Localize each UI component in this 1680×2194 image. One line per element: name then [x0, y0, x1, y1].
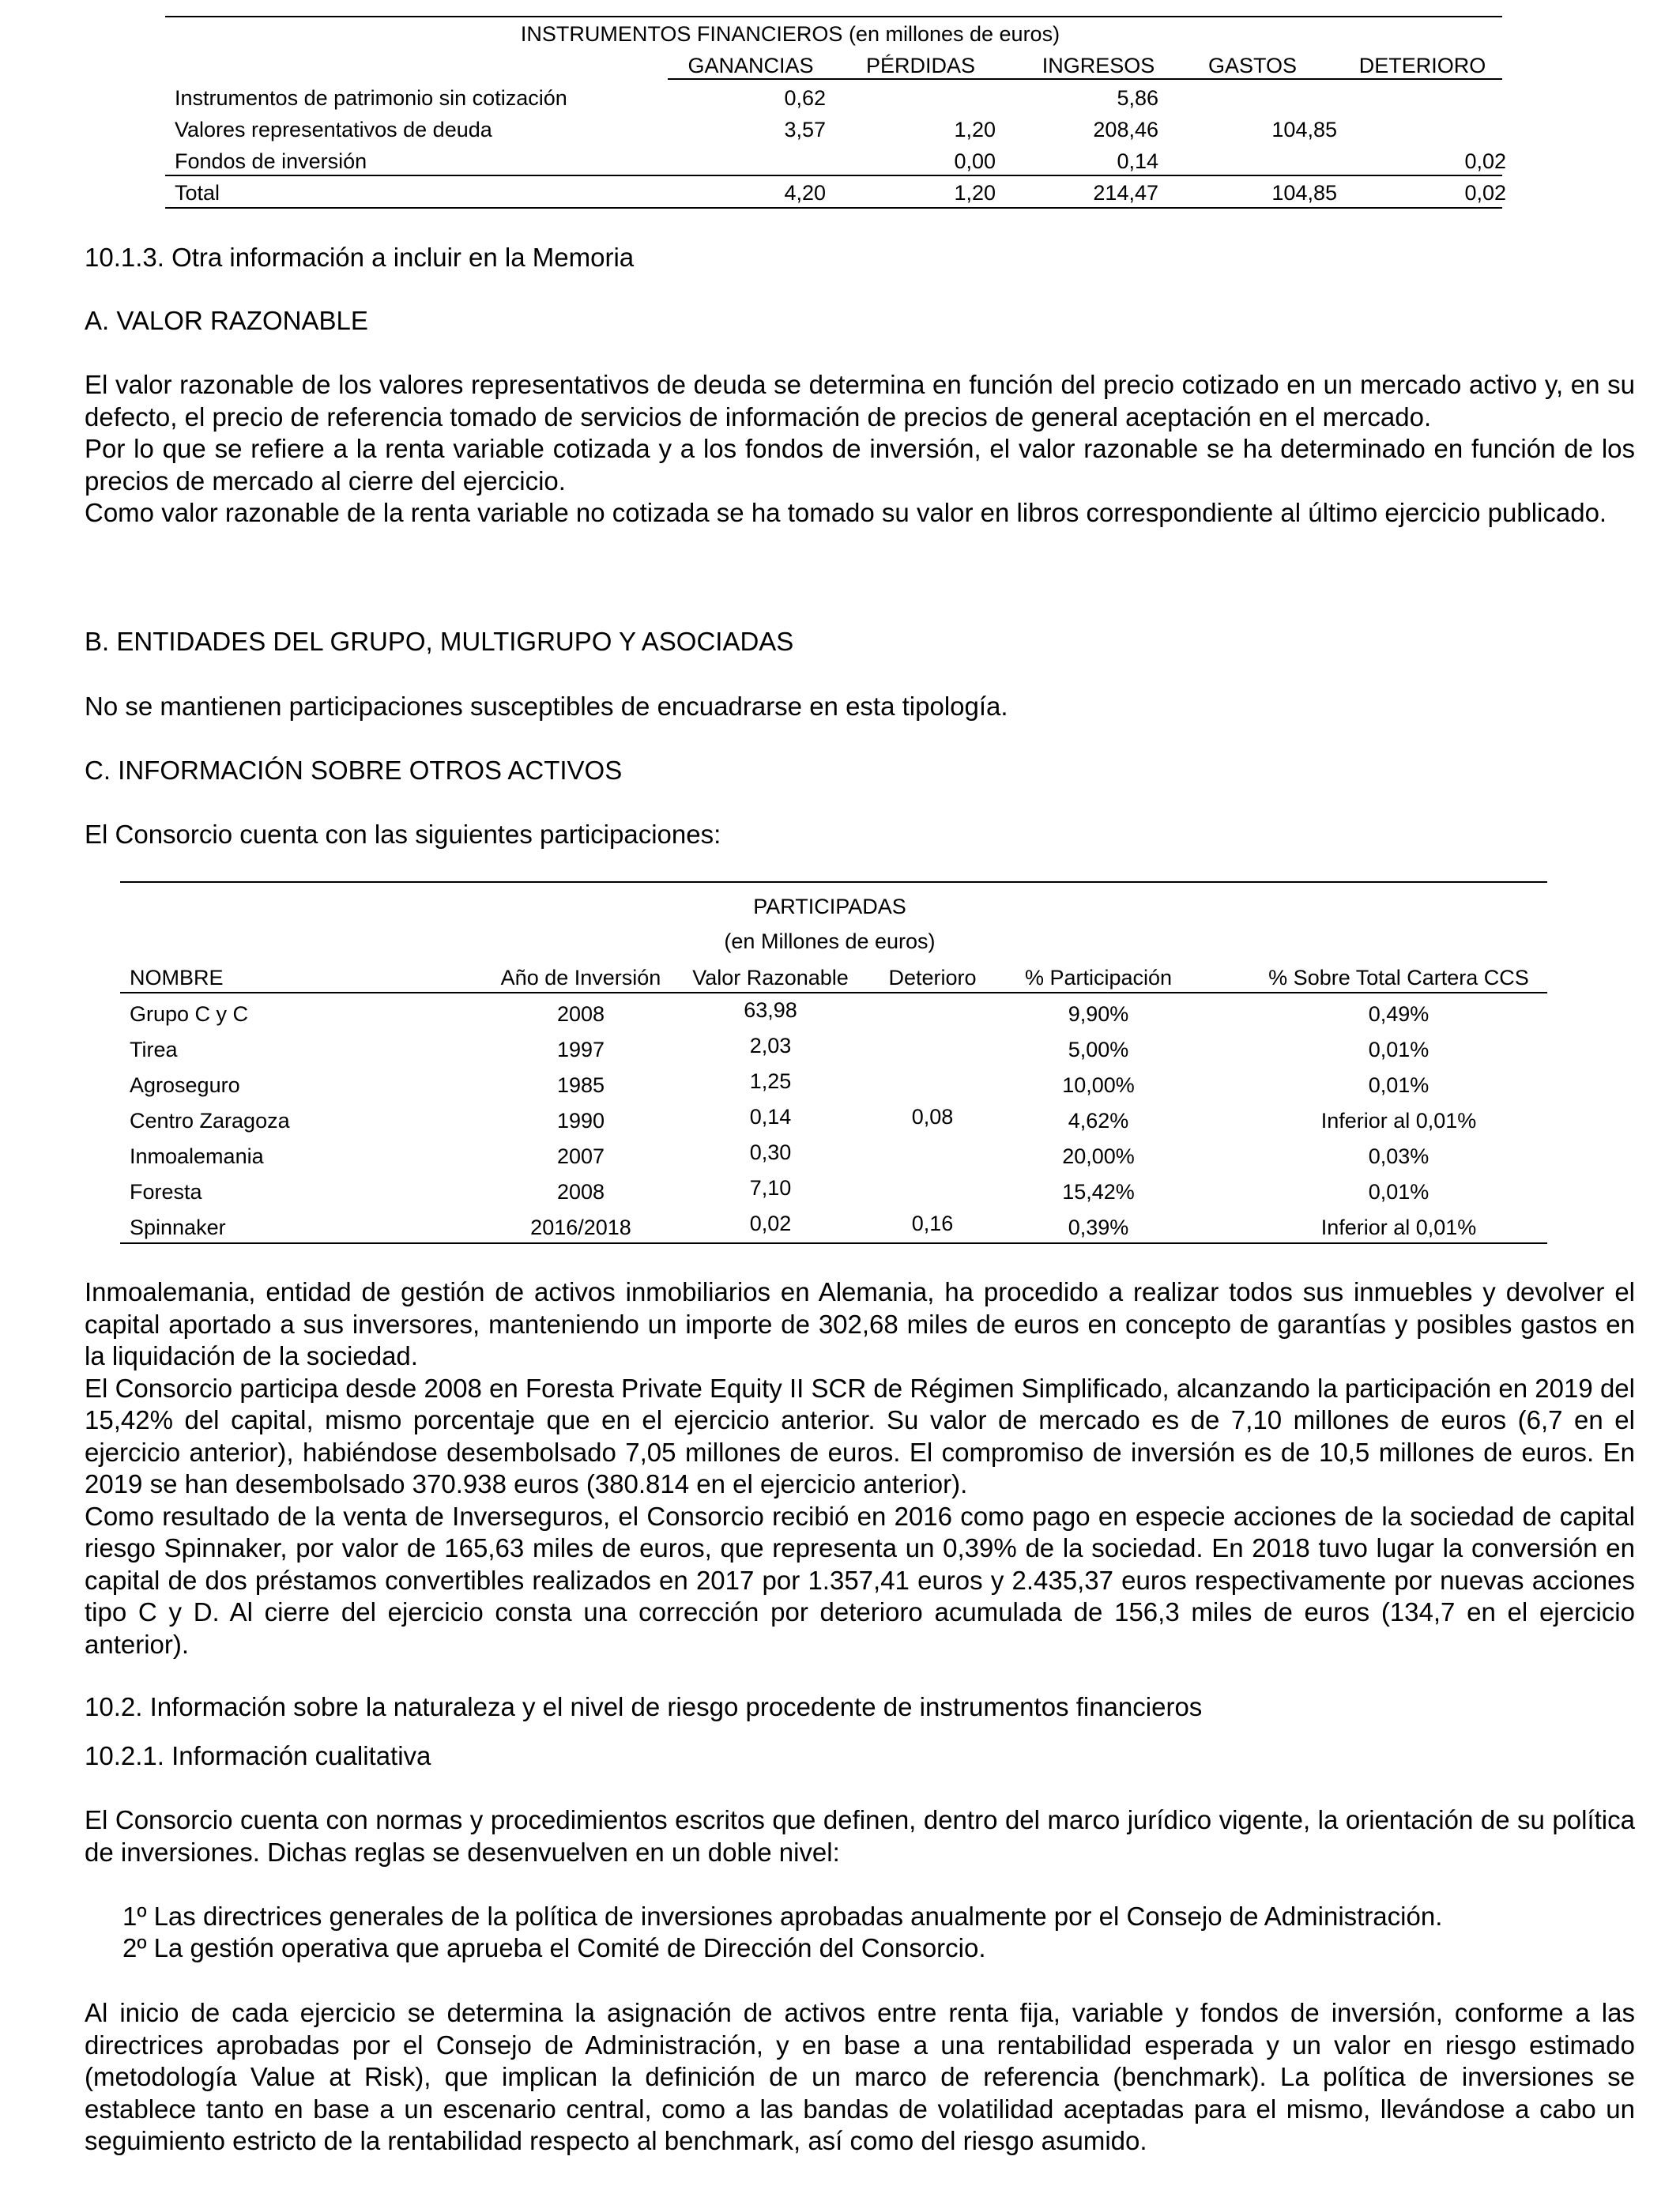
list-item: 1º Las directrices generales de la política de inversiones aprobadas anualmente por el Consejo de Administración. [122, 1902, 1443, 1931]
cell-nombre: Foresta [130, 1180, 202, 1204]
cell-valor: 2,03 [749, 1034, 792, 1057]
cell-participacion: 4,62% [1068, 1109, 1129, 1133]
col-header: GASTOS [1207, 54, 1298, 77]
cell-valor: 1,25 [749, 1069, 792, 1093]
cell-participacion: 15,42% [1062, 1180, 1135, 1204]
col-header: NOMBRE [130, 966, 224, 990]
total-rule [165, 175, 1502, 176]
table-top-rule [165, 16, 1502, 17]
cell-deterioro: 0,02 [1464, 181, 1506, 205]
cell-cartera: 0,01% [1368, 1073, 1430, 1097]
section-heading-1013: 10.1.3. Otra información a incluir en la Memoria [85, 243, 635, 272]
cell-anio: 2008 [556, 1002, 605, 1026]
paragraph: Inmoalemania, entidad de gestión de activos inmobiliarios en Alemania, ha procedido a realizar todos sus inmuebles y devolver el capital aportado a sus inversores, manteniendo un importe de 302,68 miles de euros en concepto de garantías y posibles gastos en la liquidación de la sociedad. [85, 1277, 1635, 1370]
section-heading-1021: 10.2.1. Información cualitativa [85, 1741, 431, 1770]
row-label: Valores representativos de deuda [175, 118, 492, 141]
cell-anio: 2007 [556, 1144, 605, 1168]
cell-gastos: 104,85 [1271, 181, 1337, 205]
list-item: 2º La gestión operativa que aprueba el Comité de Dirección del Consorcio. [122, 1933, 986, 1962]
cell-deterioro: 0,08 [911, 1105, 954, 1129]
row-label-total: Total [175, 181, 220, 205]
cell-ganancias: 4,20 [784, 181, 826, 205]
cell-cartera: 0,03% [1368, 1144, 1430, 1168]
cell-nombre: Inmoalemania [130, 1144, 264, 1168]
table-title: PARTICIPADAS [753, 895, 906, 918]
col-header: Valor Razonable [692, 966, 849, 990]
valor-razonable-text [85, 369, 1635, 530]
cell-ganancias: 3,57 [784, 118, 826, 141]
cell-anio: 1997 [556, 1038, 605, 1061]
col-header: PÉRDIDAS [865, 54, 976, 77]
cell-participacion: 0,39% [1068, 1216, 1129, 1239]
paragraph: Como valor razonable de la renta variable no cotizada se ha tomado su valor en libros correspondiente al último ejercicio publicado. [85, 498, 1607, 527]
cualitativa-final [85, 1997, 1635, 2158]
col-header: Deterioro [888, 966, 977, 990]
cell-cartera: 0,49% [1368, 1002, 1430, 1026]
header-rule [120, 992, 1547, 993]
section-heading-b: B. ENTIDADES DEL GRUPO, MULTIGRUPO Y ASOCIADAS [85, 627, 794, 656]
cualitativa-intro [85, 1804, 1635, 1868]
cell-nombre: Grupo C y C [130, 1002, 249, 1026]
cell-perdidas: 1,20 [954, 181, 996, 205]
cell-anio: 1990 [556, 1109, 605, 1133]
cell-ingresos: 214,47 [1093, 181, 1158, 205]
section-b-text: No se mantienen participaciones susceptibles de encuadrarse en esta tipología. [85, 692, 1008, 721]
paragraph: El Consorcio participa desde 2008 en Foresta Private Equity II SCR de Régimen Simplificado, alcanzando la participación en 2019 del 15,42% del capital, mismo porcentaje que en el ejercicio anterior. Su valor de mercado es de 7,10 millones de euros (6,7 en el ejercicio anterior), habiéndose desembolsado 7,05 millones de euros. El compromiso de inversión es de 10,5 millones de euros. En 2019 se han desembolsado 370.938 euros (380.814 en el ejercicio anterior). [85, 1373, 1635, 1498]
cell-valor: 0,14 [749, 1105, 792, 1129]
cell-ingresos: 0,14 [1117, 149, 1158, 173]
cell-nombre: Tirea [130, 1038, 178, 1061]
col-header: GANANCIAS [687, 54, 814, 77]
cell-ingresos: 5,86 [1117, 86, 1158, 110]
col-header: % Sobre Total Cartera CCS [1268, 966, 1529, 990]
cell-anio: 2008 [556, 1180, 605, 1204]
section-heading-a: A. VALOR RAZONABLE [85, 306, 368, 335]
section-c-intro: El Consorcio cuenta con las siguientes participaciones: [85, 820, 721, 849]
cell-participacion: 10,00% [1062, 1073, 1135, 1097]
table-bottom-rule [165, 207, 1502, 209]
cell-deterioro: 0,02 [1464, 149, 1506, 173]
col-header: % Participación [1024, 966, 1173, 990]
cell-valor: 0,30 [749, 1140, 792, 1164]
table-subtitle: (en Millones de euros) [724, 929, 936, 953]
row-label: Instrumentos de patrimonio sin cotización [175, 86, 567, 110]
cell-deterioro: 0,16 [911, 1212, 954, 1235]
table-top-rule [120, 881, 1547, 883]
col-header: INGRESOS [1042, 54, 1155, 77]
paragraph: Por lo que se refiere a la renta variable cotizada y a los fondos de inversión, el valor razonable se ha determinado en función de los precios de mercado al cierre del ejercicio. [85, 434, 1635, 496]
section-heading-102: 10.2. Información sobre la naturaleza y el nivel de riesgo procedente de instrumentos financieros [85, 1692, 1203, 1721]
cell-ingresos: 208,46 [1093, 118, 1158, 141]
col-header: Año de Inversión [500, 966, 661, 990]
cell-anio: 1985 [556, 1073, 605, 1097]
cell-nombre: Centro Zaragoza [130, 1109, 290, 1133]
paragraph: El Consorcio cuenta con normas y procedimientos escritos que definen, dentro del marco jurídico vigente, la orientación de su política de inversiones. Dichas reglas se desenvuelven en un doble nivel: [85, 1805, 1635, 1867]
table-bottom-rule [120, 1242, 1547, 1244]
cell-nombre: Agroseguro [130, 1073, 240, 1097]
col-header: DETERIORO [1358, 54, 1486, 77]
cell-perdidas: 0,00 [954, 149, 996, 173]
table-title: INSTRUMENTOS FINANCIEROS (en millones de euros) [520, 22, 1060, 46]
cell-perdidas: 1,20 [954, 118, 996, 141]
participadas-notes [85, 1276, 1635, 1661]
cell-cartera: Inferior al 0,01% [1320, 1216, 1477, 1239]
cell-valor: 0,02 [749, 1212, 792, 1235]
cell-cartera: Inferior al 0,01% [1320, 1109, 1477, 1133]
paragraph: El valor razonable de los valores representativos de deuda se determina en función del precio cotizado en un mercado activo y, en su defecto, el precio de referencia tomado de servicios de información de precios de general aceptación en el mercado. [85, 370, 1635, 432]
cell-anio: 2016/2018 [530, 1216, 631, 1239]
cell-ganancias: 0,62 [784, 86, 826, 110]
cell-nombre: Spinnaker [130, 1216, 226, 1239]
paragraph: Como resultado de la venta de Inverseguros, el Consorcio recibió en 2016 como pago en especie acciones de la sociedad de capital riesgo Spinnaker, por valor de 165,63 miles de euros, que representa un 0,39% de la sociedad. En 2018 tuvo lugar la conversión en capital de dos préstamos convertibles realizados en 2017 por 1.357,41 euros y 2.435,37 euros respectivamente por nuevas acciones tipo C y D. Al cierre del ejercicio consta una corrección por deterioro acumulada de 156,3 miles de euros (134,7 en el ejercicio anterior). [85, 1501, 1635, 1659]
row-label: Fondos de inversión [175, 149, 367, 173]
cell-participacion: 5,00% [1068, 1038, 1129, 1061]
cell-valor: 7,10 [749, 1176, 792, 1200]
header-rule [668, 78, 1502, 80]
cell-cartera: 0,01% [1368, 1038, 1430, 1061]
cell-participacion: 9,90% [1068, 1002, 1129, 1026]
section-heading-c: C. INFORMACIÓN SOBRE OTROS ACTIVOS [85, 756, 623, 785]
cell-valor: 63,98 [744, 998, 797, 1022]
paragraph: Al inicio de cada ejercicio se determina la asignación de activos entre renta fija, variable y fondos de inversión, conforme a las directrices aprobadas por el Consejo de Administración, y en base a una rentabilidad esperada y un valor en riesgo estimado (metodología Value at Risk), que implican la definición de un marco de referencia (benchmark). La política de inversiones se establece tanto en base a un escenario central, como a las bandas de volatilidad aceptadas para el mismo, llevándose a cabo un seguimiento estricto de la rentabilidad respecto al benchmark, así como del riesgo asumido. [85, 1998, 1635, 2155]
cell-gastos: 104,85 [1271, 118, 1337, 141]
cell-cartera: 0,01% [1368, 1180, 1430, 1204]
cell-participacion: 20,00% [1062, 1144, 1135, 1168]
